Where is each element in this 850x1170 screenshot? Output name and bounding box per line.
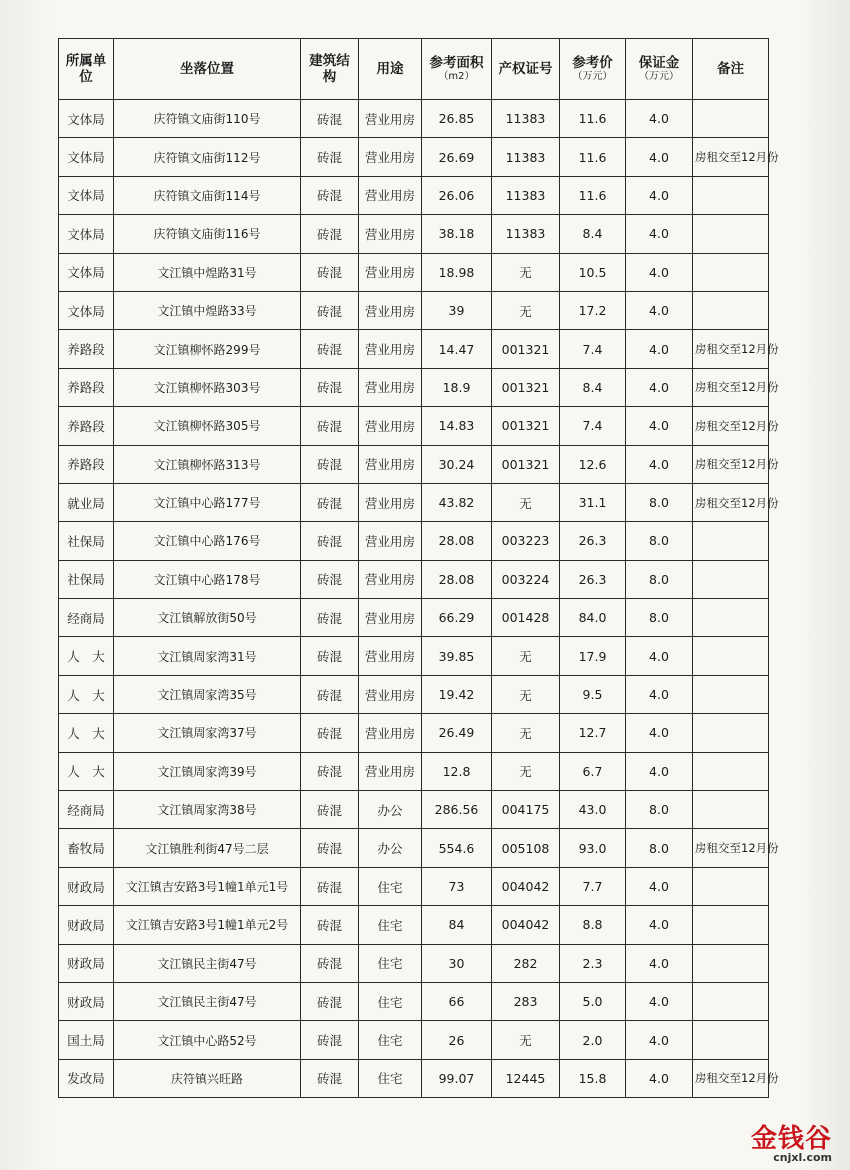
cell-area: 26.85 [422, 100, 492, 138]
cell-deposit: 4.0 [626, 445, 693, 483]
cell-structure: 砖混 [301, 906, 359, 944]
cell-location: 庆符镇文庙街110号 [114, 100, 301, 138]
cell-price: 10.5 [560, 253, 626, 291]
cell-remark: 房租交至12月份 [693, 138, 769, 176]
cell-area: 26.49 [422, 714, 492, 752]
cell-unit: 国土局 [59, 1021, 114, 1059]
cell-remark [693, 1021, 769, 1059]
cell-location: 文江镇周家湾39号 [114, 752, 301, 790]
cell-area: 26.69 [422, 138, 492, 176]
cell-unit: 文体局 [59, 215, 114, 253]
cell-unit: 人 大 [59, 675, 114, 713]
cell-structure: 砖混 [301, 100, 359, 138]
cell-deposit: 4.0 [626, 138, 693, 176]
cell-deposit: 4.0 [626, 752, 693, 790]
table-row [59, 1021, 769, 1059]
cell-remark: 房租交至12月份 [693, 330, 769, 368]
cell-structure: 砖混 [301, 176, 359, 214]
cell-deposit: 4.0 [626, 100, 693, 138]
cell-unit: 畜牧局 [59, 829, 114, 867]
watermark-domain: cnjxl.com [773, 1151, 832, 1164]
cell-structure: 砖混 [301, 138, 359, 176]
cell-cert: 001321 [492, 445, 560, 483]
header-area-unit: （m2） [438, 71, 475, 82]
header-row [59, 39, 769, 100]
cell-area: 43.82 [422, 483, 492, 521]
cell-unit: 就业局 [59, 483, 114, 521]
table-row [59, 829, 769, 867]
cell-structure: 砖混 [301, 829, 359, 867]
cell-location: 文江镇吉安路3号1幢1单元1号 [114, 867, 301, 905]
cell-structure: 砖混 [301, 1059, 359, 1097]
cell-remark: 房租交至12月份 [693, 1059, 769, 1097]
cell-price: 7.7 [560, 867, 626, 905]
table-row [59, 906, 769, 944]
cell-deposit: 4.0 [626, 1059, 693, 1097]
header-unit: 所属单位 [59, 39, 114, 100]
cell-deposit: 8.0 [626, 560, 693, 598]
cell-structure: 砖混 [301, 1021, 359, 1059]
cell-remark [693, 522, 769, 560]
cell-structure: 砖混 [301, 791, 359, 829]
table-row [59, 675, 769, 713]
cell-unit: 经商局 [59, 791, 114, 829]
cell-location: 文江镇柳怀路305号 [114, 407, 301, 445]
cell-unit: 养路段 [59, 407, 114, 445]
cell-remark: 房租交至12月份 [693, 483, 769, 521]
cell-unit: 发改局 [59, 1059, 114, 1097]
cell-deposit: 4.0 [626, 982, 693, 1020]
cell-cert: 004042 [492, 906, 560, 944]
cell-location: 文江镇周家湾35号 [114, 675, 301, 713]
cell-unit: 养路段 [59, 330, 114, 368]
cell-unit: 人 大 [59, 637, 114, 675]
cell-deposit: 8.0 [626, 483, 693, 521]
cell-area: 99.07 [422, 1059, 492, 1097]
cell-unit: 财政局 [59, 982, 114, 1020]
cell-location: 文江镇民主街47号 [114, 944, 301, 982]
cell-price: 12.6 [560, 445, 626, 483]
cell-deposit: 4.0 [626, 714, 693, 752]
cell-deposit: 4.0 [626, 407, 693, 445]
cell-use: 住宅 [359, 1059, 422, 1097]
cell-area: 26 [422, 1021, 492, 1059]
cell-structure: 砖混 [301, 215, 359, 253]
table-row [59, 714, 769, 752]
cell-use: 营业用房 [359, 752, 422, 790]
cell-cert: 001321 [492, 368, 560, 406]
cell-remark [693, 944, 769, 982]
cell-deposit: 4.0 [626, 675, 693, 713]
cell-use: 营业用房 [359, 330, 422, 368]
cell-cert: 283 [492, 982, 560, 1020]
cell-remark [693, 253, 769, 291]
cell-price: 8.8 [560, 906, 626, 944]
cell-cert: 12445 [492, 1059, 560, 1097]
cell-remark [693, 176, 769, 214]
cell-cert: 11383 [492, 215, 560, 253]
table-row [59, 867, 769, 905]
cell-structure: 砖混 [301, 407, 359, 445]
cell-use: 办公 [359, 791, 422, 829]
cell-price: 7.4 [560, 330, 626, 368]
cell-area: 554.6 [422, 829, 492, 867]
cell-price: 2.0 [560, 1021, 626, 1059]
cell-location: 庆符镇文庙街112号 [114, 138, 301, 176]
table-row [59, 522, 769, 560]
header-price-unit: （万元） [572, 71, 613, 82]
cell-cert: 无 [492, 637, 560, 675]
cell-unit: 养路段 [59, 445, 114, 483]
cell-unit: 养路段 [59, 368, 114, 406]
cell-price: 15.8 [560, 1059, 626, 1097]
cell-deposit: 4.0 [626, 944, 693, 982]
cell-use: 营业用房 [359, 637, 422, 675]
cell-cert: 003223 [492, 522, 560, 560]
cell-location: 庆符镇文庙街116号 [114, 215, 301, 253]
cell-cert: 无 [492, 1021, 560, 1059]
cell-remark: 房租交至12月份 [693, 829, 769, 867]
table-row [59, 176, 769, 214]
cell-structure: 砖混 [301, 253, 359, 291]
cell-cert: 无 [492, 253, 560, 291]
cell-structure: 砖混 [301, 867, 359, 905]
cell-price: 93.0 [560, 829, 626, 867]
cell-area: 39.85 [422, 637, 492, 675]
table-row [59, 637, 769, 675]
cell-cert: 11383 [492, 176, 560, 214]
cell-remark [693, 291, 769, 329]
header-structure: 建筑结构 [301, 39, 359, 100]
cell-remark [693, 714, 769, 752]
cell-structure: 砖混 [301, 483, 359, 521]
cell-remark [693, 637, 769, 675]
cell-use: 住宅 [359, 944, 422, 982]
cell-unit: 文体局 [59, 138, 114, 176]
table-row [59, 445, 769, 483]
cell-remark [693, 560, 769, 598]
cell-location: 文江镇吉安路3号1幢1单元2号 [114, 906, 301, 944]
cell-structure: 砖混 [301, 291, 359, 329]
cell-location: 文江镇中心路52号 [114, 1021, 301, 1059]
table-row [59, 483, 769, 521]
cell-unit: 人 大 [59, 714, 114, 752]
table-row [59, 407, 769, 445]
cell-area: 28.08 [422, 560, 492, 598]
cell-cert: 001321 [492, 330, 560, 368]
cell-area: 18.98 [422, 253, 492, 291]
cell-area: 73 [422, 867, 492, 905]
cell-structure: 砖混 [301, 675, 359, 713]
cell-price: 11.6 [560, 100, 626, 138]
cell-use: 营业用房 [359, 675, 422, 713]
cell-use: 营业用房 [359, 522, 422, 560]
cell-remark [693, 982, 769, 1020]
cell-location: 文江镇中心路178号 [114, 560, 301, 598]
cell-cert: 003224 [492, 560, 560, 598]
header-price: 参考价 （万元） [560, 39, 626, 100]
cell-price: 17.2 [560, 291, 626, 329]
property-table [58, 38, 779, 1098]
cell-cert: 004042 [492, 867, 560, 905]
cell-unit: 文体局 [59, 100, 114, 138]
cell-area: 28.08 [422, 522, 492, 560]
cell-area: 66 [422, 982, 492, 1020]
cell-area: 14.47 [422, 330, 492, 368]
cell-price: 5.0 [560, 982, 626, 1020]
cell-remark [693, 867, 769, 905]
header-area: 参考面积 （m2） [422, 39, 492, 100]
cell-price: 43.0 [560, 791, 626, 829]
cell-price: 84.0 [560, 599, 626, 637]
cell-cert: 11383 [492, 100, 560, 138]
cell-area: 30.24 [422, 445, 492, 483]
table-row [59, 944, 769, 982]
cell-deposit: 4.0 [626, 368, 693, 406]
cell-price: 26.3 [560, 522, 626, 560]
table-row [59, 560, 769, 598]
cell-structure: 砖混 [301, 522, 359, 560]
cell-cert: 282 [492, 944, 560, 982]
cell-deposit: 4.0 [626, 1021, 693, 1059]
cell-structure: 砖混 [301, 944, 359, 982]
cell-unit: 财政局 [59, 944, 114, 982]
table-row [59, 599, 769, 637]
cell-location: 文江镇中心路176号 [114, 522, 301, 560]
cell-location: 文江镇周家湾38号 [114, 791, 301, 829]
cell-structure: 砖混 [301, 599, 359, 637]
table-row [59, 215, 769, 253]
cell-cert: 005108 [492, 829, 560, 867]
header-use: 用途 [359, 39, 422, 100]
cell-use: 营业用房 [359, 253, 422, 291]
cell-cert: 无 [492, 714, 560, 752]
cell-price: 8.4 [560, 368, 626, 406]
cell-location: 文江镇中煌路31号 [114, 253, 301, 291]
cell-price: 26.3 [560, 560, 626, 598]
cell-unit: 文体局 [59, 176, 114, 214]
table-row [59, 1059, 769, 1097]
cell-location: 庆符镇兴旺路 [114, 1059, 301, 1097]
cell-cert: 无 [492, 483, 560, 521]
cell-area: 30 [422, 944, 492, 982]
cell-structure: 砖混 [301, 560, 359, 598]
cell-remark [693, 791, 769, 829]
table-row [59, 291, 769, 329]
table-row [59, 368, 769, 406]
cell-use: 住宅 [359, 982, 422, 1020]
cell-price: 9.5 [560, 675, 626, 713]
cell-unit: 人 大 [59, 752, 114, 790]
cell-deposit: 4.0 [626, 253, 693, 291]
table-row [59, 791, 769, 829]
cell-price: 8.4 [560, 215, 626, 253]
cell-cert: 无 [492, 675, 560, 713]
cell-structure: 砖混 [301, 752, 359, 790]
table-row [59, 253, 769, 291]
cell-unit: 财政局 [59, 867, 114, 905]
cell-area: 18.9 [422, 368, 492, 406]
cell-area: 38.18 [422, 215, 492, 253]
cell-structure: 砖混 [301, 982, 359, 1020]
cell-price: 7.4 [560, 407, 626, 445]
cell-location: 文江镇中心路177号 [114, 483, 301, 521]
cell-location: 庆符镇文庙街114号 [114, 176, 301, 214]
cell-remark [693, 675, 769, 713]
cell-deposit: 8.0 [626, 599, 693, 637]
cell-area: 84 [422, 906, 492, 944]
cell-use: 营业用房 [359, 714, 422, 752]
cell-use: 办公 [359, 829, 422, 867]
cell-area: 26.06 [422, 176, 492, 214]
cell-price: 11.6 [560, 176, 626, 214]
cell-location: 文江镇柳怀路303号 [114, 368, 301, 406]
cell-use: 营业用房 [359, 138, 422, 176]
cell-cert: 无 [492, 291, 560, 329]
header-deposit: 保证金 （万元） [626, 39, 693, 100]
cell-structure: 砖混 [301, 445, 359, 483]
cell-location: 文江镇胜利街47号二层 [114, 829, 301, 867]
table-body [59, 100, 779, 1098]
cell-price: 31.1 [560, 483, 626, 521]
cell-structure: 砖混 [301, 714, 359, 752]
watermark-brand: 金钱谷 [750, 1124, 832, 1154]
table-row [59, 330, 769, 368]
cell-use: 营业用房 [359, 560, 422, 598]
cell-use: 营业用房 [359, 407, 422, 445]
cell-remark [693, 599, 769, 637]
cell-use: 营业用房 [359, 599, 422, 637]
cell-remark [693, 100, 769, 138]
table-row [59, 138, 769, 176]
cell-deposit: 4.0 [626, 867, 693, 905]
cell-location: 文江镇中煌路33号 [114, 291, 301, 329]
header-remark: 备注 [693, 39, 769, 100]
cell-use: 营业用房 [359, 445, 422, 483]
cell-area: 12.8 [422, 752, 492, 790]
header-location: 坐落位置 [114, 39, 301, 100]
cell-remark [693, 215, 769, 253]
cell-location: 文江镇周家湾37号 [114, 714, 301, 752]
cell-area: 286.56 [422, 791, 492, 829]
cell-use: 住宅 [359, 1021, 422, 1059]
cell-cert: 001428 [492, 599, 560, 637]
cell-use: 营业用房 [359, 215, 422, 253]
cell-remark [693, 752, 769, 790]
cell-structure: 砖混 [301, 637, 359, 675]
cell-deposit: 4.0 [626, 637, 693, 675]
cell-price: 17.9 [560, 637, 626, 675]
cell-deposit: 4.0 [626, 176, 693, 214]
cell-area: 39 [422, 291, 492, 329]
cell-cert: 004175 [492, 791, 560, 829]
cell-use: 住宅 [359, 906, 422, 944]
cell-area: 19.42 [422, 675, 492, 713]
cell-location: 文江镇民主街47号 [114, 982, 301, 1020]
header-cert: 产权证号 [492, 39, 560, 100]
cell-deposit: 8.0 [626, 522, 693, 560]
cell-unit: 经商局 [59, 599, 114, 637]
cell-remark: 房租交至12月份 [693, 445, 769, 483]
cell-deposit: 4.0 [626, 330, 693, 368]
cell-price: 12.7 [560, 714, 626, 752]
table-row [59, 752, 769, 790]
cell-unit: 社保局 [59, 522, 114, 560]
site-watermark [751, 1118, 832, 1164]
cell-deposit: 8.0 [626, 829, 693, 867]
cell-structure: 砖混 [301, 368, 359, 406]
cell-use: 住宅 [359, 867, 422, 905]
cell-deposit: 4.0 [626, 215, 693, 253]
cell-area: 66.29 [422, 599, 492, 637]
table-row [59, 982, 769, 1020]
cell-price: 6.7 [560, 752, 626, 790]
cell-cert: 11383 [492, 138, 560, 176]
cell-remark: 房租交至12月份 [693, 407, 769, 445]
cell-structure: 砖混 [301, 330, 359, 368]
cell-cert: 001321 [492, 407, 560, 445]
header-deposit-unit: （万元） [639, 71, 679, 82]
cell-location: 文江镇周家湾31号 [114, 637, 301, 675]
cell-use: 营业用房 [359, 483, 422, 521]
cell-unit: 社保局 [59, 560, 114, 598]
cell-deposit: 4.0 [626, 291, 693, 329]
cell-deposit: 4.0 [626, 906, 693, 944]
cell-price: 2.3 [560, 944, 626, 982]
cell-cert: 无 [492, 752, 560, 790]
cell-remark [693, 906, 769, 944]
cell-unit: 文体局 [59, 253, 114, 291]
cell-deposit: 8.0 [626, 791, 693, 829]
cell-location: 文江镇柳怀路313号 [114, 445, 301, 483]
cell-use: 营业用房 [359, 368, 422, 406]
cell-area: 14.83 [422, 407, 492, 445]
cell-location: 文江镇解放街50号 [114, 599, 301, 637]
cell-unit: 文体局 [59, 291, 114, 329]
table-row [59, 100, 769, 138]
cell-price: 11.6 [560, 138, 626, 176]
cell-use: 营业用房 [359, 100, 422, 138]
cell-remark: 房租交至12月份 [693, 368, 769, 406]
cell-use: 营业用房 [359, 291, 422, 329]
cell-use: 营业用房 [359, 176, 422, 214]
cell-unit: 财政局 [59, 906, 114, 944]
cell-location: 文江镇柳怀路299号 [114, 330, 301, 368]
